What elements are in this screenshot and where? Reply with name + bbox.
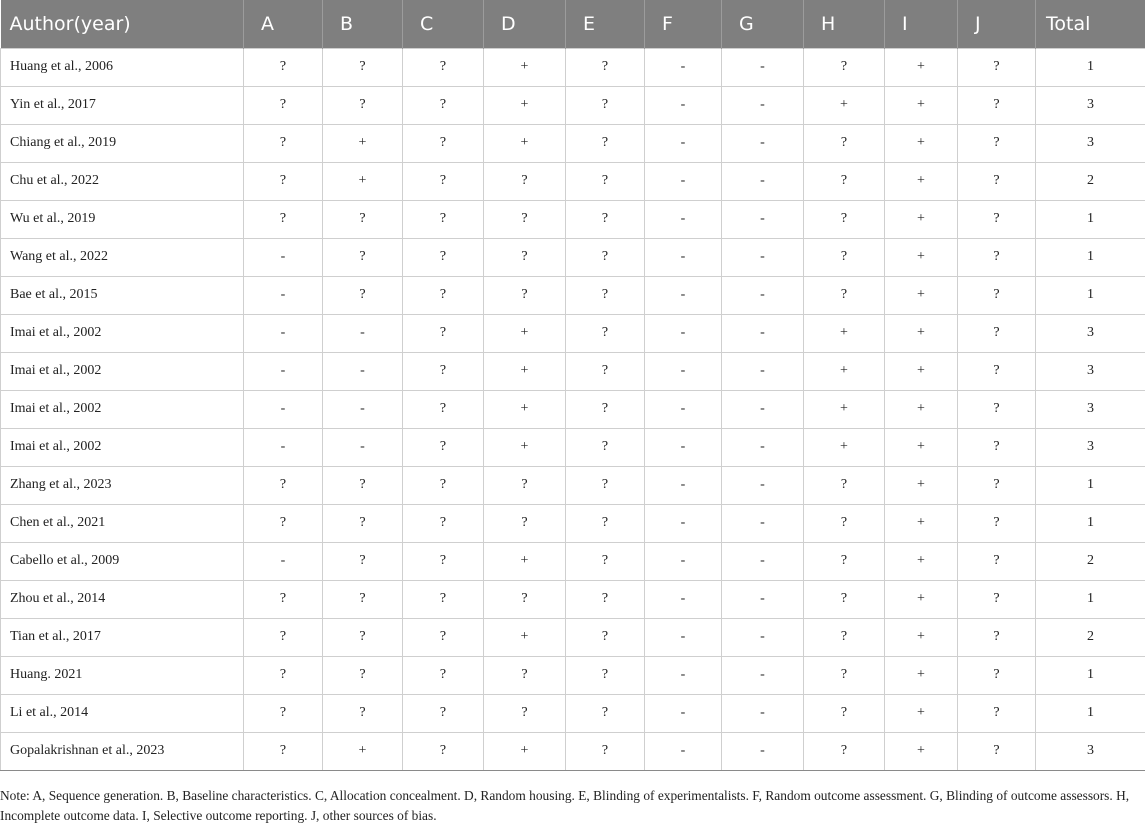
criterion-cell-g: - [722, 390, 804, 428]
criterion-cell-f: - [645, 314, 722, 352]
total-cell: 3 [1036, 732, 1145, 770]
total-cell: 3 [1036, 86, 1145, 124]
criterion-cell-c: ? [403, 542, 484, 580]
criterion-cell-f: - [645, 86, 722, 124]
criterion-cell-i: + [885, 86, 958, 124]
author-cell: Li et al., 2014 [1, 694, 244, 732]
criterion-cell-a: - [244, 390, 323, 428]
total-cell: 1 [1036, 580, 1145, 618]
criterion-cell-i: + [885, 276, 958, 314]
author-cell: Yin et al., 2017 [1, 86, 244, 124]
criterion-cell-a: ? [244, 618, 323, 656]
criterion-cell-i: + [885, 352, 958, 390]
criterion-cell-j: ? [958, 656, 1036, 694]
table-row [1, 86, 1145, 124]
criterion-cell-e: ? [566, 238, 645, 276]
criterion-cell-h: ? [804, 200, 885, 238]
criterion-cell-j: ? [958, 732, 1036, 770]
criterion-cell-a: ? [244, 162, 323, 200]
criterion-cell-i: + [885, 542, 958, 580]
table-row [1, 314, 1145, 352]
criterion-cell-e: ? [566, 542, 645, 580]
criterion-cell-j: ? [958, 124, 1036, 162]
total-cell: 1 [1036, 48, 1145, 86]
criterion-cell-i: + [885, 124, 958, 162]
total-cell: 1 [1036, 200, 1145, 238]
criterion-cell-b: ? [323, 238, 403, 276]
table-row [1, 542, 1145, 580]
criterion-cell-f: - [645, 542, 722, 580]
criterion-cell-e: ? [566, 732, 645, 770]
column-header-h: H [804, 0, 885, 48]
criterion-cell-b: ? [323, 466, 403, 504]
author-cell: Wu et al., 2019 [1, 200, 244, 238]
author-cell: Imai et al., 2002 [1, 428, 244, 466]
total-cell: 3 [1036, 352, 1145, 390]
criterion-cell-c: ? [403, 352, 484, 390]
criterion-cell-a: ? [244, 48, 323, 86]
criterion-cell-a: ? [244, 694, 323, 732]
criterion-cell-d: ? [484, 276, 566, 314]
table-row [1, 200, 1145, 238]
criterion-cell-j: ? [958, 314, 1036, 352]
criterion-cell-i: + [885, 732, 958, 770]
criterion-cell-i: + [885, 618, 958, 656]
author-cell: Imai et al., 2002 [1, 390, 244, 428]
criterion-cell-g: - [722, 86, 804, 124]
criterion-cell-j: ? [958, 48, 1036, 86]
criterion-cell-g: - [722, 124, 804, 162]
criterion-cell-c: ? [403, 86, 484, 124]
criterion-cell-b: + [323, 732, 403, 770]
criterion-cell-d: + [484, 352, 566, 390]
criterion-cell-g: - [722, 656, 804, 694]
criterion-cell-c: ? [403, 48, 484, 86]
column-header-c: C [403, 0, 484, 48]
criterion-cell-h: ? [804, 238, 885, 276]
table-row [1, 504, 1145, 542]
table-row [1, 732, 1145, 770]
criterion-cell-b: - [323, 428, 403, 466]
author-cell: Tian et al., 2017 [1, 618, 244, 656]
criterion-cell-c: ? [403, 200, 484, 238]
total-cell: 1 [1036, 276, 1145, 314]
criterion-cell-j: ? [958, 390, 1036, 428]
criterion-cell-e: ? [566, 86, 645, 124]
criterion-cell-a: - [244, 428, 323, 466]
criterion-cell-e: ? [566, 200, 645, 238]
table-row [1, 618, 1145, 656]
criterion-cell-e: ? [566, 580, 645, 618]
criterion-cell-f: - [645, 48, 722, 86]
criterion-cell-f: - [645, 428, 722, 466]
criterion-cell-g: - [722, 48, 804, 86]
total-cell: 3 [1036, 124, 1145, 162]
criterion-cell-g: - [722, 352, 804, 390]
criterion-cell-b: ? [323, 86, 403, 124]
criterion-cell-b: + [323, 162, 403, 200]
criterion-cell-b: - [323, 352, 403, 390]
author-cell: Huang et al., 2006 [1, 48, 244, 86]
criterion-cell-i: + [885, 504, 958, 542]
criterion-cell-b: ? [323, 504, 403, 542]
criterion-cell-a: ? [244, 656, 323, 694]
criterion-cell-g: - [722, 276, 804, 314]
criterion-cell-b: - [323, 390, 403, 428]
criterion-cell-c: ? [403, 276, 484, 314]
author-cell: Gopalakrishnan et al., 2023 [1, 732, 244, 770]
total-cell: 1 [1036, 238, 1145, 276]
criterion-cell-g: - [722, 694, 804, 732]
criterion-cell-e: ? [566, 276, 645, 314]
criterion-cell-f: - [645, 390, 722, 428]
author-cell: Chu et al., 2022 [1, 162, 244, 200]
table-row [1, 352, 1145, 390]
criterion-cell-j: ? [958, 238, 1036, 276]
criterion-cell-c: ? [403, 238, 484, 276]
total-cell: 3 [1036, 428, 1145, 466]
criterion-cell-b: ? [323, 48, 403, 86]
criterion-cell-b: ? [323, 276, 403, 314]
criterion-cell-f: - [645, 656, 722, 694]
header-row [1, 0, 1145, 48]
criterion-cell-e: ? [566, 428, 645, 466]
total-cell: 1 [1036, 694, 1145, 732]
criterion-cell-a: ? [244, 466, 323, 504]
criterion-cell-h: ? [804, 162, 885, 200]
criterion-cell-j: ? [958, 352, 1036, 390]
criterion-cell-e: ? [566, 314, 645, 352]
criterion-cell-e: ? [566, 124, 645, 162]
criterion-cell-c: ? [403, 656, 484, 694]
criterion-cell-j: ? [958, 276, 1036, 314]
criterion-cell-a: - [244, 238, 323, 276]
column-header-i: I [885, 0, 958, 48]
table-body [1, 48, 1145, 770]
criterion-cell-d: ? [484, 238, 566, 276]
criterion-cell-e: ? [566, 390, 645, 428]
criterion-cell-c: ? [403, 428, 484, 466]
criterion-cell-d: + [484, 732, 566, 770]
criterion-cell-d: ? [484, 504, 566, 542]
criterion-cell-f: - [645, 466, 722, 504]
criterion-cell-d: + [484, 542, 566, 580]
criterion-cell-c: ? [403, 618, 484, 656]
criterion-cell-c: ? [403, 314, 484, 352]
author-cell: Wang et al., 2022 [1, 238, 244, 276]
criterion-cell-d: ? [484, 656, 566, 694]
table-row [1, 162, 1145, 200]
criterion-cell-h: + [804, 314, 885, 352]
criterion-cell-f: - [645, 694, 722, 732]
criterion-cell-d: + [484, 124, 566, 162]
criterion-cell-d: + [484, 618, 566, 656]
criterion-cell-i: + [885, 656, 958, 694]
total-cell: 1 [1036, 504, 1145, 542]
table-row [1, 238, 1145, 276]
author-cell: Cabello et al., 2009 [1, 542, 244, 580]
criterion-cell-e: ? [566, 656, 645, 694]
total-cell: 2 [1036, 162, 1145, 200]
criterion-cell-h: ? [804, 466, 885, 504]
criterion-cell-h: ? [804, 694, 885, 732]
author-cell: Imai et al., 2002 [1, 314, 244, 352]
criterion-cell-d: ? [484, 466, 566, 504]
total-cell: 1 [1036, 466, 1145, 504]
criterion-cell-a: ? [244, 200, 323, 238]
total-cell: 2 [1036, 618, 1145, 656]
table-row [1, 656, 1145, 694]
column-header-d: D [484, 0, 566, 48]
criterion-cell-j: ? [958, 542, 1036, 580]
criterion-cell-j: ? [958, 200, 1036, 238]
criterion-cell-i: + [885, 238, 958, 276]
criterion-cell-c: ? [403, 504, 484, 542]
criterion-cell-j: ? [958, 580, 1036, 618]
criterion-cell-h: + [804, 390, 885, 428]
total-cell: 3 [1036, 390, 1145, 428]
criterion-cell-d: ? [484, 694, 566, 732]
criterion-cell-f: - [645, 618, 722, 656]
criterion-cell-b: + [323, 124, 403, 162]
author-cell: Bae et al., 2015 [1, 276, 244, 314]
criterion-cell-d: ? [484, 580, 566, 618]
criterion-cell-i: + [885, 200, 958, 238]
criterion-cell-e: ? [566, 466, 645, 504]
criterion-cell-i: + [885, 48, 958, 86]
criterion-cell-h: ? [804, 656, 885, 694]
table-note: Note: A, Sequence generation. B, Baseline characteristics. C, Allocation concealment. D, Random housing. E, Blinding of experimentalists. F, Random outcome assessment. G, Blinding of outcome assessors. H, Incomplete outcome data. I, Selective outcome reporting. J, other sources of bias. [0, 786, 1140, 826]
criterion-cell-b: ? [323, 580, 403, 618]
criterion-cell-a: ? [244, 86, 323, 124]
criterion-cell-g: - [722, 466, 804, 504]
criterion-cell-b: - [323, 314, 403, 352]
criterion-cell-f: - [645, 162, 722, 200]
criterion-cell-b: ? [323, 694, 403, 732]
criterion-cell-h: + [804, 352, 885, 390]
criterion-cell-j: ? [958, 694, 1036, 732]
criterion-cell-a: ? [244, 124, 323, 162]
criterion-cell-f: - [645, 504, 722, 542]
criterion-cell-a: - [244, 352, 323, 390]
criterion-cell-h: + [804, 86, 885, 124]
criterion-cell-f: - [645, 124, 722, 162]
criterion-cell-h: + [804, 428, 885, 466]
criterion-cell-a: ? [244, 504, 323, 542]
criterion-cell-h: ? [804, 124, 885, 162]
column-header-a: A [244, 0, 323, 48]
criterion-cell-a: ? [244, 732, 323, 770]
criterion-cell-f: - [645, 276, 722, 314]
criterion-cell-h: ? [804, 542, 885, 580]
criterion-cell-d: + [484, 428, 566, 466]
column-header-author: Author(year) [1, 0, 244, 48]
criterion-cell-g: - [722, 428, 804, 466]
criterion-cell-b: ? [323, 618, 403, 656]
column-header-total: Total [1036, 0, 1145, 48]
table-row [1, 276, 1145, 314]
criterion-cell-g: - [722, 618, 804, 656]
criterion-cell-h: ? [804, 732, 885, 770]
criterion-cell-j: ? [958, 466, 1036, 504]
total-cell: 2 [1036, 542, 1145, 580]
criterion-cell-j: ? [958, 428, 1036, 466]
column-header-j: J [958, 0, 1036, 48]
table-row [1, 428, 1145, 466]
criterion-cell-i: + [885, 580, 958, 618]
criterion-cell-b: ? [323, 656, 403, 694]
criterion-cell-i: + [885, 694, 958, 732]
criterion-cell-j: ? [958, 504, 1036, 542]
criterion-cell-c: ? [403, 732, 484, 770]
table-row [1, 124, 1145, 162]
author-cell: Chiang et al., 2019 [1, 124, 244, 162]
criterion-cell-c: ? [403, 580, 484, 618]
criterion-cell-b: ? [323, 542, 403, 580]
criterion-cell-d: + [484, 48, 566, 86]
criterion-cell-h: ? [804, 580, 885, 618]
criterion-cell-g: - [722, 238, 804, 276]
table-row [1, 48, 1145, 86]
criterion-cell-i: + [885, 428, 958, 466]
criterion-cell-c: ? [403, 390, 484, 428]
criterion-cell-i: + [885, 162, 958, 200]
table-row [1, 466, 1145, 504]
total-cell: 3 [1036, 314, 1145, 352]
table-row [1, 390, 1145, 428]
criterion-cell-e: ? [566, 694, 645, 732]
criterion-cell-h: ? [804, 618, 885, 656]
criterion-cell-d: ? [484, 162, 566, 200]
column-header-g: G [722, 0, 804, 48]
criterion-cell-a: - [244, 276, 323, 314]
author-cell: Imai et al., 2002 [1, 352, 244, 390]
criterion-cell-e: ? [566, 48, 645, 86]
author-cell: Zhou et al., 2014 [1, 580, 244, 618]
criterion-cell-f: - [645, 352, 722, 390]
criterion-cell-c: ? [403, 124, 484, 162]
criterion-cell-e: ? [566, 352, 645, 390]
criterion-cell-i: + [885, 314, 958, 352]
author-cell: Chen et al., 2021 [1, 504, 244, 542]
criterion-cell-j: ? [958, 618, 1036, 656]
column-header-e: E [566, 0, 645, 48]
criterion-cell-j: ? [958, 86, 1036, 124]
author-cell: Huang. 2021 [1, 656, 244, 694]
criterion-cell-f: - [645, 238, 722, 276]
criterion-cell-b: ? [323, 200, 403, 238]
criterion-cell-h: ? [804, 504, 885, 542]
column-header-f: F [645, 0, 722, 48]
criterion-cell-d: + [484, 390, 566, 428]
criterion-cell-f: - [645, 732, 722, 770]
criterion-cell-g: - [722, 314, 804, 352]
criterion-cell-d: ? [484, 200, 566, 238]
author-cell: Zhang et al., 2023 [1, 466, 244, 504]
criterion-cell-g: - [722, 162, 804, 200]
criterion-cell-g: - [722, 732, 804, 770]
criterion-cell-c: ? [403, 466, 484, 504]
criterion-cell-a: ? [244, 580, 323, 618]
criterion-cell-a: - [244, 542, 323, 580]
table-row [1, 694, 1145, 732]
criterion-cell-f: - [645, 200, 722, 238]
criterion-cell-g: - [722, 542, 804, 580]
criterion-cell-j: ? [958, 162, 1036, 200]
criterion-cell-f: - [645, 580, 722, 618]
criterion-cell-i: + [885, 390, 958, 428]
criterion-cell-a: - [244, 314, 323, 352]
criterion-cell-e: ? [566, 618, 645, 656]
criterion-cell-g: - [722, 200, 804, 238]
criterion-cell-e: ? [566, 162, 645, 200]
table-row [1, 580, 1145, 618]
total-cell: 1 [1036, 656, 1145, 694]
criterion-cell-c: ? [403, 162, 484, 200]
criterion-cell-d: + [484, 314, 566, 352]
column-header-b: B [323, 0, 403, 48]
criterion-cell-i: + [885, 466, 958, 504]
criterion-cell-g: - [722, 580, 804, 618]
criterion-cell-h: ? [804, 276, 885, 314]
criterion-cell-c: ? [403, 694, 484, 732]
criterion-cell-h: ? [804, 48, 885, 86]
criterion-cell-d: + [484, 86, 566, 124]
criterion-cell-e: ? [566, 504, 645, 542]
criterion-cell-g: - [722, 504, 804, 542]
